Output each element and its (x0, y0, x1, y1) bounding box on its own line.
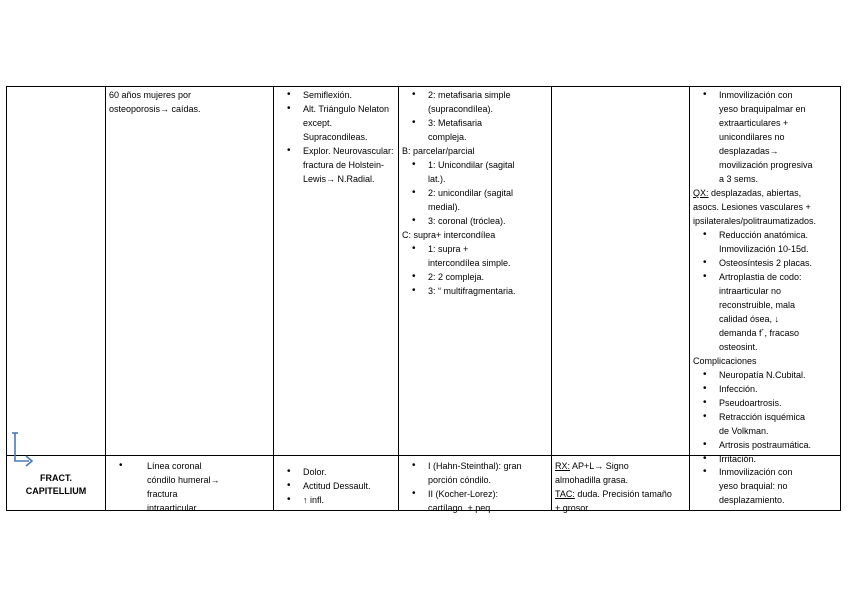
list-item: • 2: metafisaria simple (402, 88, 548, 102)
list-item: • 1: Unicondilar (sagital (402, 158, 548, 172)
qx-label: QX: (693, 188, 709, 198)
list-item: • Alt. Triángulo Nelaton (277, 102, 395, 116)
text-line: intercondílea simple. (428, 258, 511, 268)
text-line: unicondilares no (719, 132, 785, 142)
list-item-continuation (402, 200, 548, 214)
list-item-continuation (693, 326, 837, 340)
text-line: ipsilaterales/politraumatizados. (693, 216, 817, 226)
text-line: duda. Precisión tamaño (574, 489, 672, 499)
text-line: desplazadas, abiertas, (708, 188, 802, 198)
text-line: de Volkman. (719, 426, 769, 436)
list-item-continuation (693, 479, 837, 493)
list-item-continuation (693, 493, 837, 507)
text-line: Inmovilización 10-15d. (719, 244, 809, 254)
list-item: • 3: coronal (tróclea). (402, 214, 548, 228)
text-line: osteoporosis→ caídas. (109, 104, 201, 114)
text-line: intraarticular. (147, 503, 199, 513)
list-item: • Inmovilización con (693, 465, 837, 479)
list-item-continuation (277, 116, 395, 130)
list-item-continuation (693, 242, 837, 256)
list-item: • Reducción anatómica. (693, 228, 837, 242)
list-item: • 3: Metafisaria (402, 116, 548, 130)
row1-epidemiology-cell (106, 88, 273, 116)
row2-clinical-cell (274, 465, 398, 507)
list-item: • Osteosíntesis 2 placas. (693, 256, 837, 270)
text-line: almohadilla grasa. (555, 475, 629, 485)
list-item-continuation (402, 501, 548, 515)
list-item: • II (Kocher-Lorez): (402, 487, 548, 501)
list-item-continuation (402, 256, 548, 270)
text-line: asocs. Lesiones vasculares + (693, 202, 811, 212)
row-label-line: FRACT. (40, 473, 72, 483)
text-line: reconstruible, mala (719, 300, 796, 310)
list-item-continuation (693, 424, 837, 438)
list-item: • Explor. Neurovascular: (277, 144, 395, 158)
list-item-continuation (402, 102, 548, 116)
section-header: C: supra+ intercondílea (402, 230, 496, 240)
row1-clinical-cell (274, 88, 398, 186)
text-line: porción cóndilo. (428, 475, 492, 485)
text-line: Supracondileas. (303, 132, 368, 142)
list-item-continuation (693, 144, 837, 158)
list-item: • Dolor. (277, 465, 395, 479)
row2-classification-cell (399, 459, 551, 515)
text-line: medial). (428, 202, 461, 212)
list-item: • Actitud Dessault. (277, 479, 395, 493)
text-line: extraarticulares + (719, 118, 789, 128)
text-line: desplazamiento. (719, 495, 785, 505)
list-item-continuation (693, 340, 837, 354)
list-item (109, 459, 270, 473)
list-item: • 1: supra + (402, 242, 548, 256)
text-line: fractura (147, 489, 178, 499)
list-item: • 2: unicondilar (sagital (402, 186, 548, 200)
text-line: fractura de Holstein- (303, 160, 385, 170)
text-line: (supracondílea). (428, 104, 494, 114)
list-item-continuation (109, 473, 270, 487)
text-line: yeso braquial: no (719, 481, 788, 491)
text-line: except. (303, 118, 333, 128)
rx-line (555, 459, 686, 473)
list-item: • Neuropatía N.Cubital. (693, 368, 837, 382)
list-item: • 2: 2 compleja. (402, 270, 548, 284)
list-item: • Inmovilización con (693, 88, 837, 102)
row2-diagnosis-cell (552, 459, 689, 515)
list-item: • I (Hahn-Steinthal): gran (402, 459, 548, 473)
list-item: • Irritación. (693, 452, 837, 466)
list-item: • Infección. (693, 382, 837, 396)
list-item: • Artroplastia de codo: (693, 270, 837, 284)
list-item-continuation (277, 172, 395, 186)
text-line: demanda f´, fracaso (719, 328, 800, 338)
row1-treatment-cell (690, 88, 840, 466)
section-header: Complicaciones (693, 356, 757, 366)
list-item-continuation (277, 158, 395, 172)
list-item-continuation (693, 130, 837, 144)
text-line: Lewis→ N.Radial. (303, 174, 375, 184)
text-line: calidad ósea, ↓ (719, 314, 780, 324)
text-line: yeso braquipalmar en (719, 104, 806, 114)
list-item: • Artrosis postraumática. (693, 438, 837, 452)
text-line: cóndilo humeral→ (147, 475, 220, 485)
list-item: • Retracción isquémica (693, 410, 837, 424)
list-item-continuation (693, 116, 837, 130)
list-item-continuation (693, 172, 837, 186)
column-divider (105, 87, 106, 510)
row2-epidemiology-cell (106, 459, 273, 515)
text-line: compleja. (428, 132, 467, 142)
list-item-continuation (693, 312, 837, 326)
text-line: cartílago. + peq. (428, 503, 493, 513)
row-label-capitellium (7, 456, 105, 512)
text-line: movilización progresiva (719, 160, 813, 170)
row2-treatment-cell (690, 465, 840, 507)
section-header: B: parcelar/parcial (402, 146, 475, 156)
list-item: • Semiflexión. (277, 88, 395, 102)
list-item: • Pseudoartrosis. (693, 396, 837, 410)
list-item-continuation (693, 298, 837, 312)
list-item-continuation (402, 130, 548, 144)
list-item-continuation (693, 284, 837, 298)
list-item-continuation (402, 172, 548, 186)
text-line: lat.). (428, 174, 446, 184)
list-item-continuation (402, 473, 548, 487)
text-line: + grosor. (555, 503, 591, 513)
qx-line (693, 186, 837, 200)
tac-label: TAC: (555, 489, 575, 499)
list-item-continuation (693, 158, 837, 172)
row1-classification-cell (399, 88, 551, 298)
list-item-continuation (693, 102, 837, 116)
list-item: • ↑ infl. (277, 493, 395, 507)
list-item-continuation (109, 501, 270, 515)
text-line: a 3 sems. (719, 174, 759, 184)
tac-line (555, 487, 686, 501)
list-item-continuation (277, 130, 395, 144)
text-line: AP+L→ Signo (570, 461, 629, 471)
text-line: osteosint. (719, 342, 758, 352)
text-line: 60 años mujeres por (109, 90, 192, 100)
text-line: intraarticular no (719, 286, 782, 296)
list-item: • 3: “ multifragmentaria. (402, 284, 548, 298)
list-item-continuation (109, 487, 270, 501)
text-line: desplazadas→ (719, 146, 779, 156)
text-line: Línea coronal (147, 461, 202, 471)
rx-label: RX: (555, 461, 571, 471)
row-label-line: CAPITELLIUM (25, 486, 87, 496)
column-divider (551, 87, 552, 510)
notes-table (6, 86, 841, 511)
